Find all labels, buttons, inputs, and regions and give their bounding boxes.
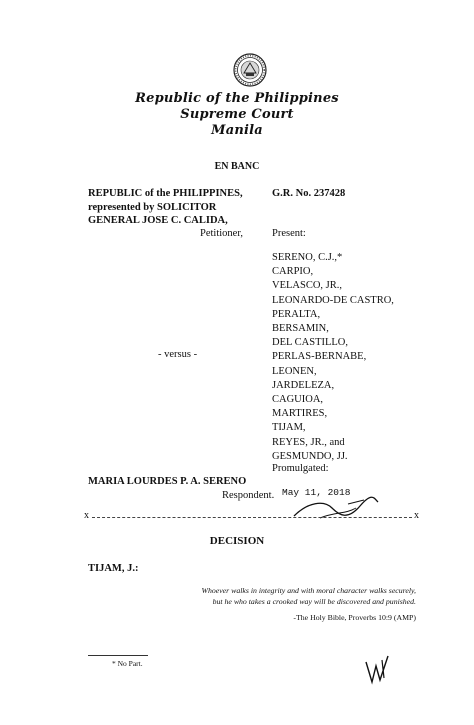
promulgated-date: May 11, 2018 xyxy=(282,487,351,498)
justice-item: LEONARDO-DE CASTRO, xyxy=(272,294,394,306)
separator-left-x: x xyxy=(84,510,89,521)
respondent-name: MARIA LOURDES P. A. SERENO xyxy=(88,476,247,487)
petitioner-block xyxy=(88,187,243,228)
ponente: TIJAM, J.: xyxy=(88,563,139,574)
separator-right-x: x xyxy=(414,510,419,521)
decision-title: DECISION xyxy=(209,535,265,547)
header-republic: Republic of the Philippines xyxy=(135,91,339,106)
justice-item: LEONEN, xyxy=(272,365,317,377)
petitioner-line-3: GENERAL JOSE C. CALIDA, xyxy=(88,215,228,226)
justice-item: VELASCO, JR., xyxy=(272,280,343,292)
justice-item: DEL CASTILLO, xyxy=(272,337,349,349)
justice-item: MARTIRES, xyxy=(272,408,328,420)
justice-item: JARDELEZA, xyxy=(272,379,335,391)
justice-item: PERALTA, xyxy=(272,308,321,320)
petitioner-line-2: represented by SOLICITOR xyxy=(88,201,217,213)
justice-item: SERENO, C.J.,* xyxy=(272,252,343,263)
justice-item: REYES, JR., and xyxy=(272,436,345,448)
footnote-rule xyxy=(88,655,148,656)
header-supreme-court: Supreme Court xyxy=(180,107,294,122)
justices-list xyxy=(272,251,394,464)
header-manila: Manila xyxy=(211,123,263,138)
justice-item: CAGUIOA, xyxy=(272,394,324,406)
petitioner-role: Petitioner, xyxy=(200,228,244,239)
epigraph-source: -The Holy Bible, Proverbs 10:9 (AMP) xyxy=(293,613,416,622)
footnote-text: * No Part. xyxy=(112,659,143,668)
present-label: Present: xyxy=(272,228,306,239)
justice-item: CARPIO, xyxy=(272,266,314,278)
justice-item: PERLAS-BERNABE, xyxy=(272,351,367,363)
justice-item: BERSAMIN, xyxy=(272,323,329,335)
petitioner-line-1: REPUBLIC of the PHILIPPINES, xyxy=(88,188,243,199)
respondent-role: Respondent. xyxy=(222,490,275,501)
clerk-signature-icon xyxy=(290,494,380,526)
en-banc-label: EN BANC xyxy=(214,161,260,172)
case-number: G.R. No. 237428 xyxy=(272,188,346,199)
separator-line xyxy=(92,517,412,518)
justice-item: GESMUNDO, JJ. xyxy=(272,450,348,462)
versus-label: - versus - xyxy=(158,349,198,360)
epigraph-quote xyxy=(116,585,416,607)
initials-signature-icon xyxy=(362,652,394,688)
epigraph-line-1: Whoever walks in integrity and with moral character walks securely, xyxy=(201,586,416,595)
supreme-court-seal-icon xyxy=(233,53,267,87)
epigraph-line-2: but he who takes a crooked way will be discovered and punished. xyxy=(212,597,416,606)
promulgated-label: Promulgated: xyxy=(272,463,329,474)
justice-item: TIJAM, xyxy=(272,422,306,434)
